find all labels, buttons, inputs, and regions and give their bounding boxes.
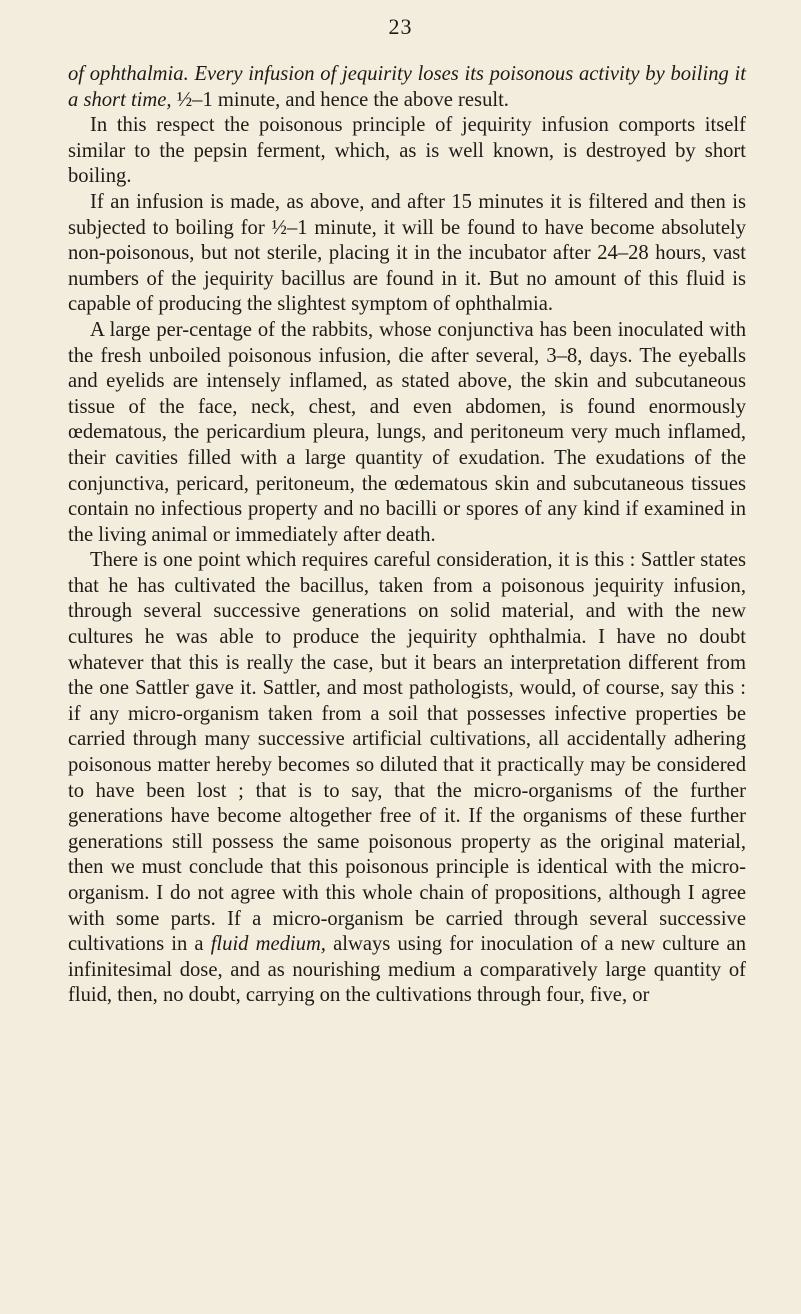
paragraph [68,113,746,190]
italic-text: fluid medium, [210,933,326,956]
page-number: 23 [388,14,413,39]
text-run: In this respect the poisonous principle of jequirity infusion comports itself similar to the pepsin ferment, which, as is well known, is destroyed by short boiling. [68,114,746,188]
paragraph [68,318,746,548]
text-run: ½–1 minute, and hence the above result. [176,88,509,111]
italic-text: of ophthalmia. Every infusion of jequirity loses its poisonous activity by boiling it a short time, [68,63,746,111]
body-text [68,62,746,1009]
text-run: There is one point which requires careful consideration, it is this : Sattler states that he has cultivated the bacillus, taken from a poisonous jequirity infusion, through several successive generations on solid material, and with the new cultures he was able to produce the jequirity ophthalmia. I have no doubt whatever that this is really the case, but it bears an interpretation different from the one Sattler gave it. Sattler, and most pathologists, would, of course, say this : if any micro-organism taken from a soil that possesses infective properties be carried through many successive artificial cultivations, all accidentally adhering poisonous matter hereby becomes so diluted that it practically may be considered to have been lost ; that is to say, that the micro-organisms of the further generations have become altogether free of it. If the organisms of these further generations still possess the same poisonous property as the original material, then we must conclude that this poisonous principle is identical with the micro-organism. I do not agree with this whole chain of propositions, although I agree with some parts. If a micro-organism be carried through several successive cultivations in a [68,549,746,956]
text-run: always using for inoculation of a new culture an infinitesimal dose, and as nourishing medium a comparatively large quantity of fluid, then, no doubt, carrying on the cultivations through four, five, or [68,933,746,1007]
text-run: If an infusion is made, as above, and after 15 minutes it is filtered and then is subjected to boiling for ½–1 minute, it will be found to have become absolutely non-poisonous, but not sterile, placing it in the incubator after 24–28 hours, vast numbers of the jequirity bacillus are found in it. But no amount of this fluid is capable of producing the slightest symptom of ophthalmia. [68,190,746,316]
text-run: A large per-centage of the rabbits, whose conjunctiva has been inoculated with the fresh unboiled poisonous infusion, die after several, 3–8, days. The eyeballs and eyelids are intensely inflamed, as stated above, the skin and subcutaneous tissue of the face, neck, chest, and even abdomen, is found enormously œdematous, the pericardium pleura, lungs, and peritoneum very much inflamed, their cavities filled with a large quantity of exudation. The exudations of the conjunctiva, pericard, peritoneum, the œdematous skin and subcutaneous tissues contain no infectious property and no bacilli or spores of any kind if examined in the living animal or immediately after death. [68,318,746,546]
paragraph [68,190,746,318]
paragraph [68,62,746,113]
paragraph [68,548,746,1009]
